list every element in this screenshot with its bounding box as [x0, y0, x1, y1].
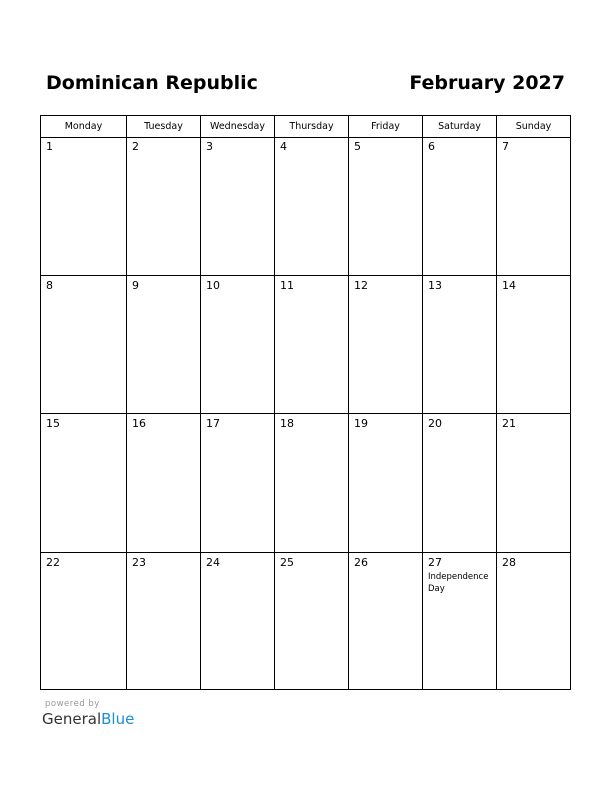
- day-cell[interactable]: [423, 137, 497, 275]
- day-number: 6: [428, 140, 435, 153]
- day-cell[interactable]: [127, 414, 201, 552]
- page-title-month: February 2027: [409, 72, 565, 94]
- day-number: 17: [206, 417, 220, 430]
- day-cell[interactable]: [275, 137, 349, 275]
- day-cell[interactable]: [423, 276, 497, 413]
- day-number: 1: [46, 140, 53, 153]
- day-cell[interactable]: [349, 553, 423, 689]
- day-number: 14: [502, 279, 516, 292]
- page-title-country: Dominican Republic: [46, 72, 258, 94]
- day-number: 10: [206, 279, 220, 292]
- day-cell[interactable]: [349, 137, 423, 275]
- weekday-tuesday: Tuesday: [127, 116, 201, 137]
- holiday-label: Independence Day: [428, 572, 489, 594]
- brand-general-text: General: [42, 710, 102, 728]
- day-number: 7: [502, 140, 509, 153]
- powered-by-label: powered by: [45, 699, 100, 709]
- day-number: 28: [502, 556, 516, 569]
- weekday-saturday: Saturday: [423, 116, 497, 137]
- weekday-monday: Monday: [41, 116, 127, 137]
- day-cell[interactable]: [127, 137, 201, 275]
- day-number: 24: [206, 556, 220, 569]
- day-cell[interactable]: [349, 414, 423, 552]
- day-number: 12: [354, 279, 368, 292]
- day-cell[interactable]: [201, 553, 275, 689]
- day-cell[interactable]: [275, 276, 349, 413]
- day-number: 13: [428, 279, 442, 292]
- day-cell[interactable]: [497, 414, 570, 552]
- day-number: 5: [354, 140, 361, 153]
- day-cell[interactable]: [201, 137, 275, 275]
- day-number: 16: [132, 417, 146, 430]
- day-number: 2: [132, 140, 139, 153]
- day-number: 26: [354, 556, 368, 569]
- day-number: 23: [132, 556, 146, 569]
- day-number: 25: [280, 556, 294, 569]
- day-cell[interactable]: [127, 553, 201, 689]
- week-row: [41, 276, 570, 414]
- day-cell[interactable]: [201, 414, 275, 552]
- weekday-thursday: Thursday: [275, 116, 349, 137]
- day-cell[interactable]: [41, 137, 127, 275]
- week-row: [41, 414, 570, 553]
- weekday-friday: Friday: [349, 116, 423, 137]
- day-number: 4: [280, 140, 287, 153]
- day-cell[interactable]: [201, 276, 275, 413]
- day-number: 15: [46, 417, 60, 430]
- day-cell[interactable]: [423, 414, 497, 552]
- day-number: 21: [502, 417, 516, 430]
- day-cell[interactable]: [497, 553, 570, 689]
- weekday-wednesday: Wednesday: [201, 116, 275, 137]
- day-cell[interactable]: [275, 553, 349, 689]
- day-cell[interactable]: [41, 414, 127, 552]
- day-cell[interactable]: [41, 276, 127, 413]
- day-cell[interactable]: [423, 553, 497, 689]
- weekday-sunday: Sunday: [515, 121, 552, 132]
- day-number: 3: [206, 140, 213, 153]
- day-cell[interactable]: [497, 276, 570, 413]
- day-number: 18: [280, 417, 294, 430]
- day-cell[interactable]: [497, 137, 570, 275]
- day-cell[interactable]: [127, 276, 201, 413]
- weekday-header-row: [41, 116, 570, 138]
- day-cell[interactable]: [41, 553, 127, 689]
- day-cell[interactable]: [349, 276, 423, 413]
- day-number: 19: [354, 417, 368, 430]
- day-number: 9: [132, 279, 139, 292]
- week-row: [41, 137, 570, 276]
- day-cell[interactable]: [275, 414, 349, 552]
- generalblue-logo[interactable]: [42, 710, 134, 728]
- brand-blue-text: Blue: [101, 710, 135, 728]
- day-number: 20: [428, 417, 442, 430]
- calendar-grid: [40, 115, 571, 690]
- week-row: [41, 553, 570, 689]
- day-number: 22: [46, 556, 60, 569]
- day-number: 27: [428, 556, 442, 569]
- day-number: 8: [46, 279, 53, 292]
- day-number: 11: [280, 279, 294, 292]
